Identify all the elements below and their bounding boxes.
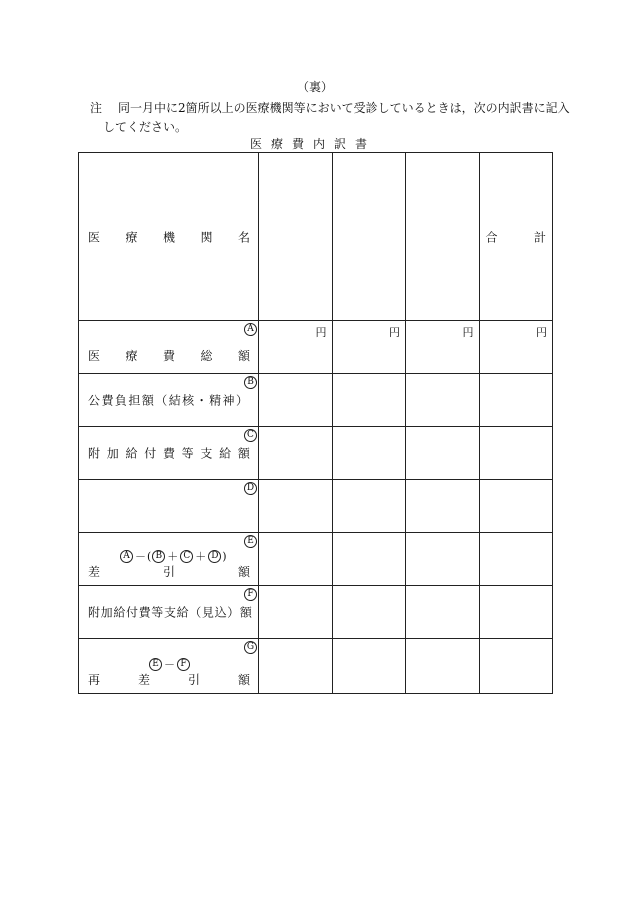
circle-mark-d: D	[244, 482, 257, 495]
row-label-cell	[79, 533, 259, 586]
row-label: 差 引 額	[88, 565, 250, 579]
value-cell[interactable]	[259, 533, 333, 586]
row-label-cell	[79, 427, 259, 480]
value-cell[interactable]	[406, 639, 480, 694]
form-title: 医療費内訳書	[250, 137, 377, 151]
row-b-public-burden	[79, 374, 553, 427]
value-cell[interactable]	[406, 427, 480, 480]
value-cell[interactable]	[259, 374, 333, 427]
row-label-cell	[79, 374, 259, 427]
row-e-balance	[79, 533, 553, 586]
page-side-label: （裏）	[296, 80, 333, 94]
row-d-blank	[79, 480, 553, 533]
value-cell[interactable]	[332, 374, 406, 427]
institution-3-name-cell[interactable]	[406, 153, 480, 321]
institution-1-name-cell[interactable]	[259, 153, 333, 321]
row-label-cell	[79, 586, 259, 639]
row-label: 附 加 給 付 費 等 支 給 額	[88, 446, 250, 461]
circle-mark-g: G	[244, 641, 257, 654]
row-f-expected-benefit	[79, 586, 553, 639]
row-label-cell	[79, 321, 259, 374]
value-cell[interactable]	[259, 480, 333, 533]
circle-mark-e: E	[244, 535, 257, 548]
row-label: 再 差 引 額	[88, 673, 250, 687]
row-label-cell[interactable]	[79, 480, 259, 533]
value-cell[interactable]	[259, 427, 333, 480]
row-label: 医 療 費 総 額	[88, 349, 250, 363]
row-label-cell	[79, 639, 259, 694]
value-cell[interactable]	[332, 480, 406, 533]
yen-unit: 円	[462, 326, 474, 339]
value-cell[interactable]	[259, 639, 333, 694]
institution-name-label: 医 療 機 関 名	[88, 230, 250, 244]
total-value-cell[interactable]	[479, 533, 553, 586]
total-value-cell[interactable]	[479, 586, 553, 639]
yen-unit: 円	[536, 326, 547, 339]
value-cell[interactable]	[406, 533, 480, 586]
value-cell[interactable]	[332, 427, 406, 480]
value-cell[interactable]	[406, 586, 480, 639]
total-value-cell[interactable]	[479, 321, 553, 374]
circle-mark-b: B	[244, 376, 257, 389]
total-value-cell[interactable]	[479, 639, 553, 694]
circle-mark-f: F	[244, 588, 257, 601]
medical-expense-breakdown-table	[78, 152, 553, 694]
note-line-2: してください。	[103, 120, 188, 134]
total-value-cell[interactable]	[479, 374, 553, 427]
row-label: 公 費 負 担 額 （ 結 核 ・ 精 神 ）	[88, 393, 248, 408]
total-header-cell	[479, 153, 553, 321]
value-cell[interactable]	[259, 321, 333, 374]
total-value-cell[interactable]	[479, 480, 553, 533]
yen-unit: 円	[389, 326, 400, 339]
value-cell[interactable]	[259, 586, 333, 639]
value-cell[interactable]	[406, 480, 480, 533]
total-label: 合 計	[485, 230, 546, 244]
institution-2-name-cell[interactable]	[332, 153, 406, 321]
formula-g: E － F	[148, 656, 191, 672]
note-line-1: 同一月中に2箇所以上の医療機関等において受診しているときは，次の内訳書に記入	[118, 101, 570, 115]
institution-row	[79, 153, 553, 321]
note-mark: 注	[90, 101, 103, 115]
yen-unit: 円	[315, 326, 327, 339]
row-c-additional-benefit	[79, 427, 553, 480]
value-cell[interactable]	[406, 321, 480, 374]
row-g-rebalance	[79, 639, 553, 694]
circle-mark-a: A	[244, 323, 257, 336]
formula-e: A － ( B ＋ C ＋ D )	[119, 548, 227, 564]
institution-name-label-cell	[79, 153, 259, 321]
circle-mark-c: C	[244, 429, 257, 442]
total-value-cell[interactable]	[479, 427, 553, 480]
value-cell[interactable]	[332, 639, 406, 694]
value-cell[interactable]	[332, 533, 406, 586]
value-cell[interactable]	[406, 374, 480, 427]
value-cell[interactable]	[332, 321, 406, 374]
value-cell[interactable]	[332, 586, 406, 639]
row-a-total-medical-expense	[79, 321, 553, 374]
row-label: 附 加 給 付 費 等 支 給 （ 見 込 ） 額	[88, 605, 252, 620]
